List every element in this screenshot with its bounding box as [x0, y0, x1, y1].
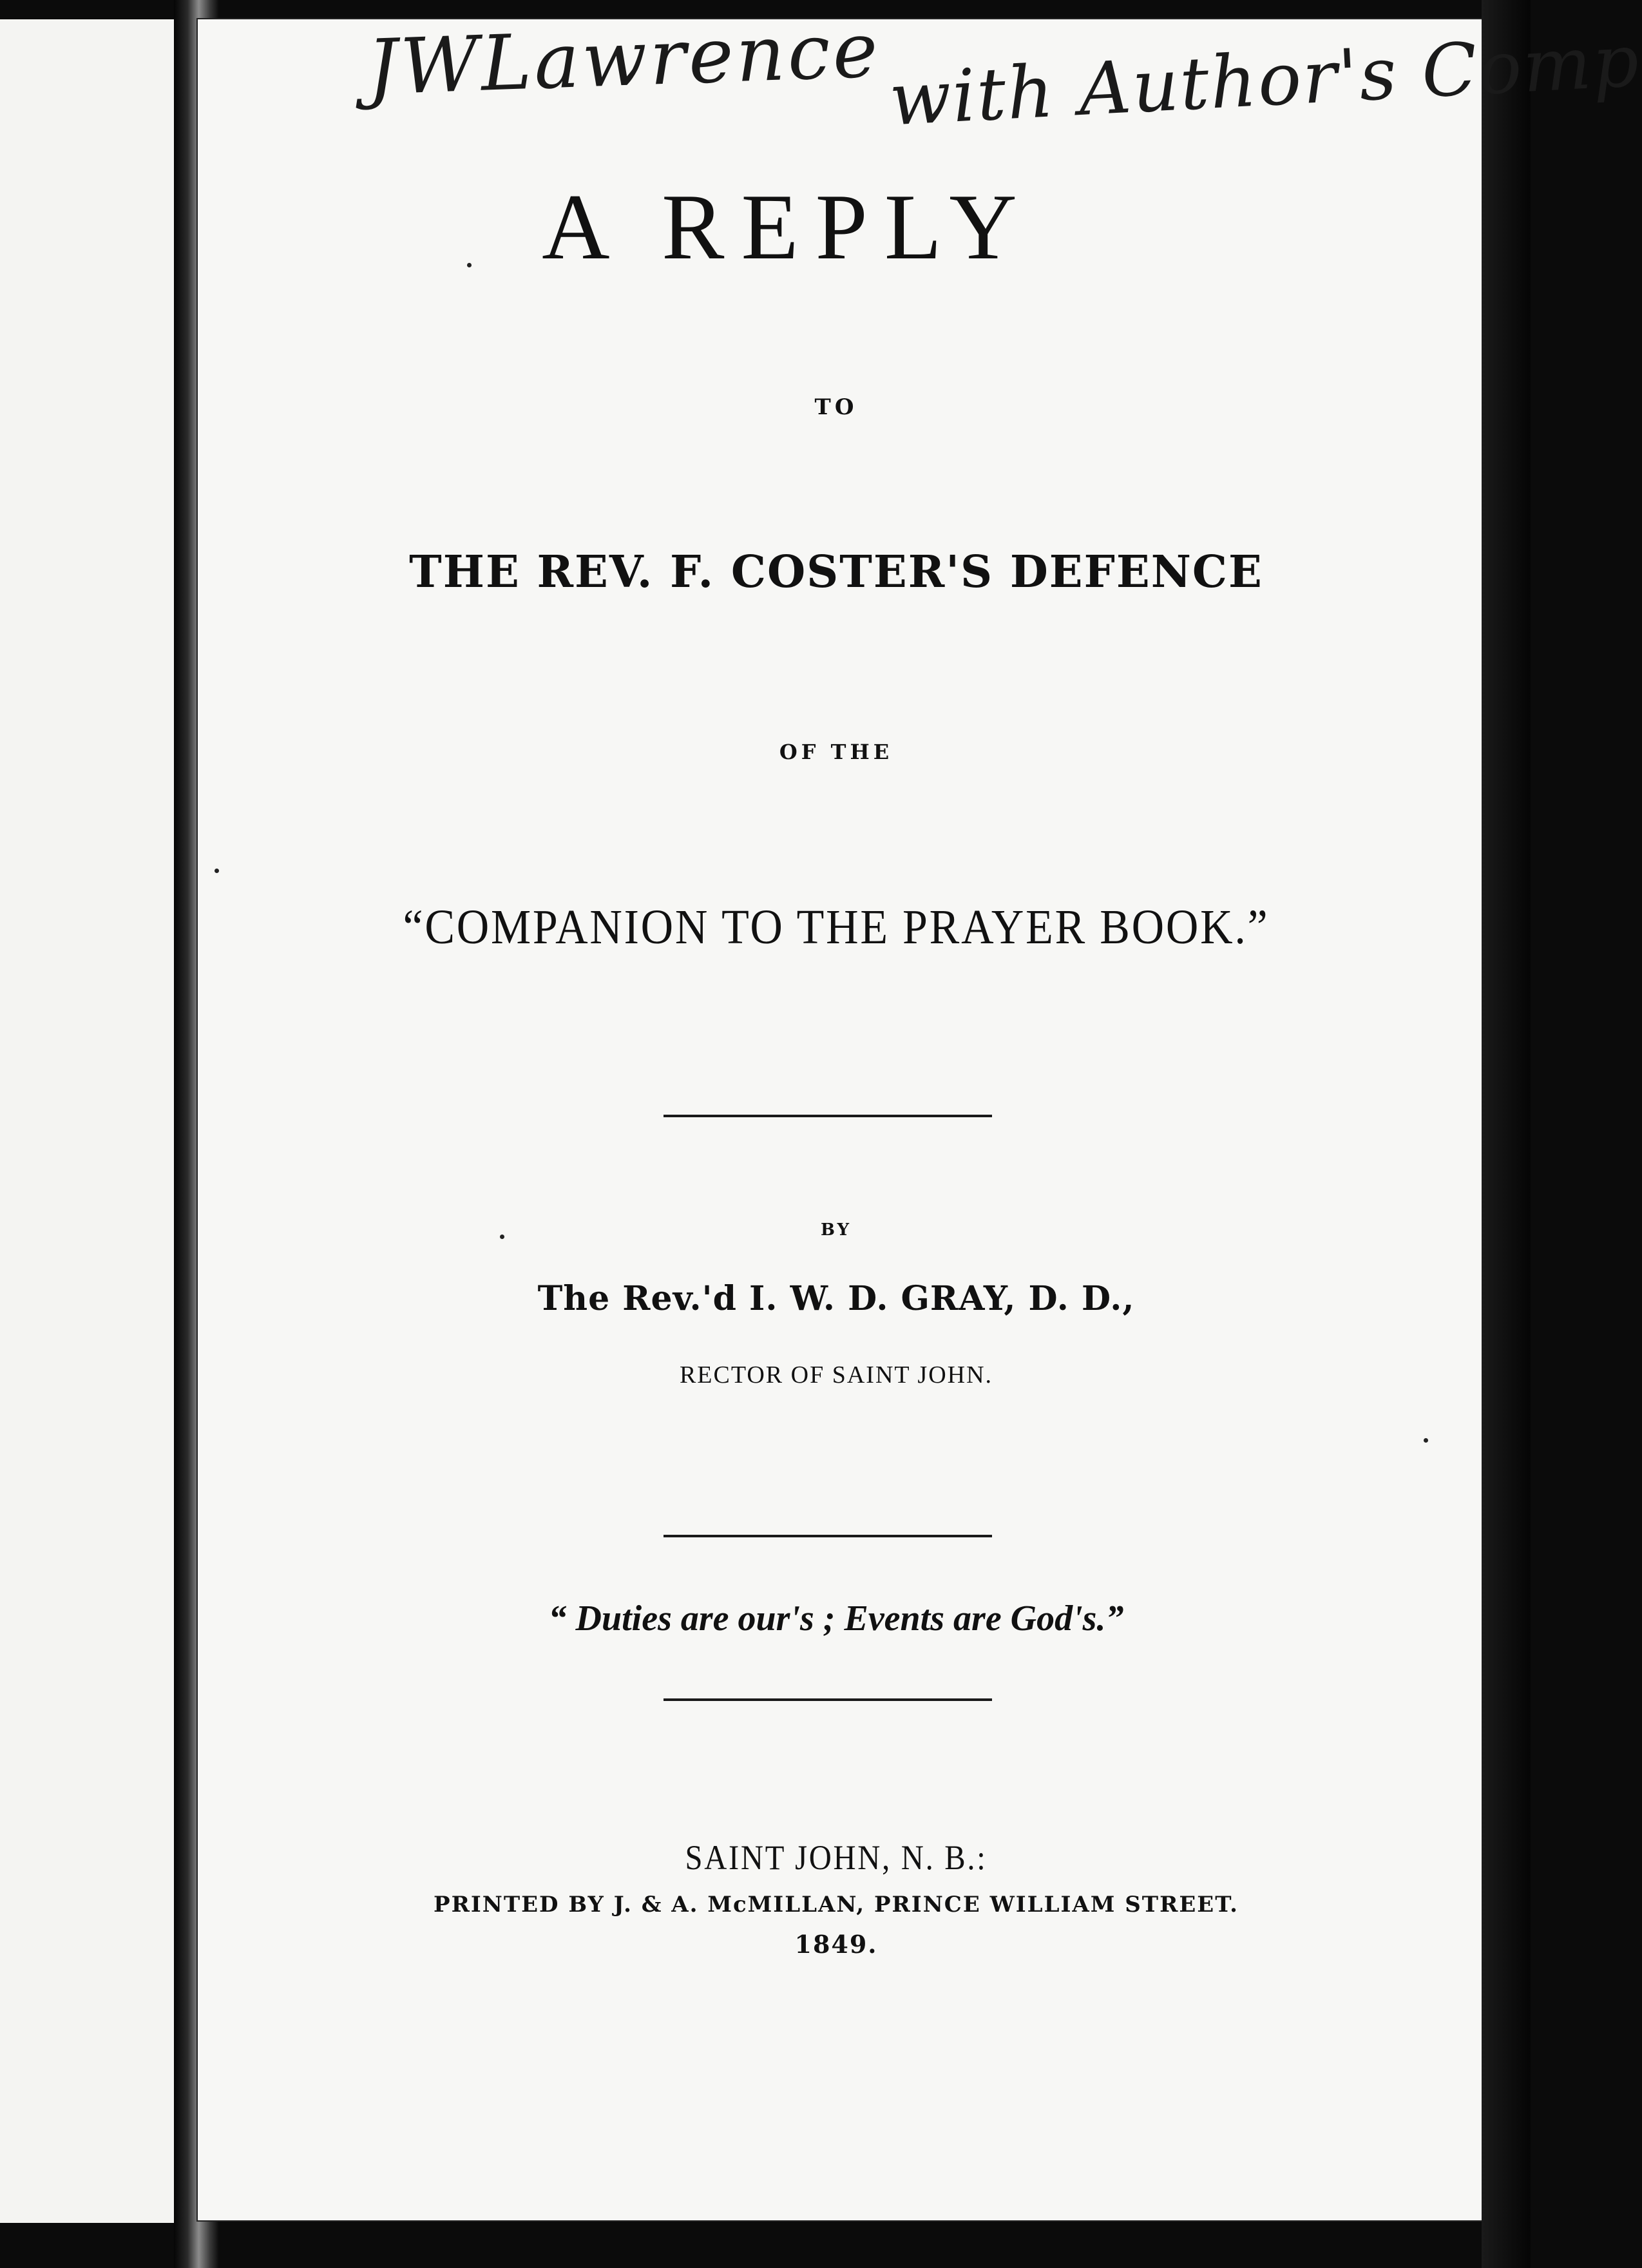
epigraph-motto: “ Duties are our's ; Events are God's.” [548, 1599, 1124, 1639]
title-connector-to: TO [814, 394, 858, 420]
divider-rule [663, 1698, 992, 1701]
page-title: A REPLY [542, 175, 1034, 279]
handwritten-inscription-note: with Author's Comp [887, 19, 1642, 142]
ink-speck [215, 869, 219, 873]
divider-rule [663, 1115, 992, 1117]
divider-rule [663, 1535, 992, 1537]
title-page [196, 18, 1498, 2222]
imprint-year: 1849. [794, 1930, 878, 1959]
author-title: RECTOR OF SAINT JOHN. [679, 1361, 993, 1389]
byline-label: BY [820, 1220, 852, 1240]
page-edge [1482, 0, 1531, 2268]
subject-heading: THE REV. F. COSTER'S DEFENCE [409, 546, 1263, 598]
imprint-printer: PRINTED BY J. & A. McMILLAN, PRINCE WILLIAM STREET. [434, 1892, 1239, 1917]
imprint-city: SAINT JOHN, N. B.: [685, 1838, 988, 1877]
handwritten-inscription-name: JWLawrence [365, 5, 882, 112]
work-title: “COMPANION TO THE PRAYER BOOK.” [403, 900, 1270, 954]
author-name: The Rev.'d I. W. D. GRAY, D. D., [537, 1279, 1135, 1318]
title-connector-of-the: OF THE [779, 740, 893, 764]
ink-speck [1424, 1438, 1428, 1443]
